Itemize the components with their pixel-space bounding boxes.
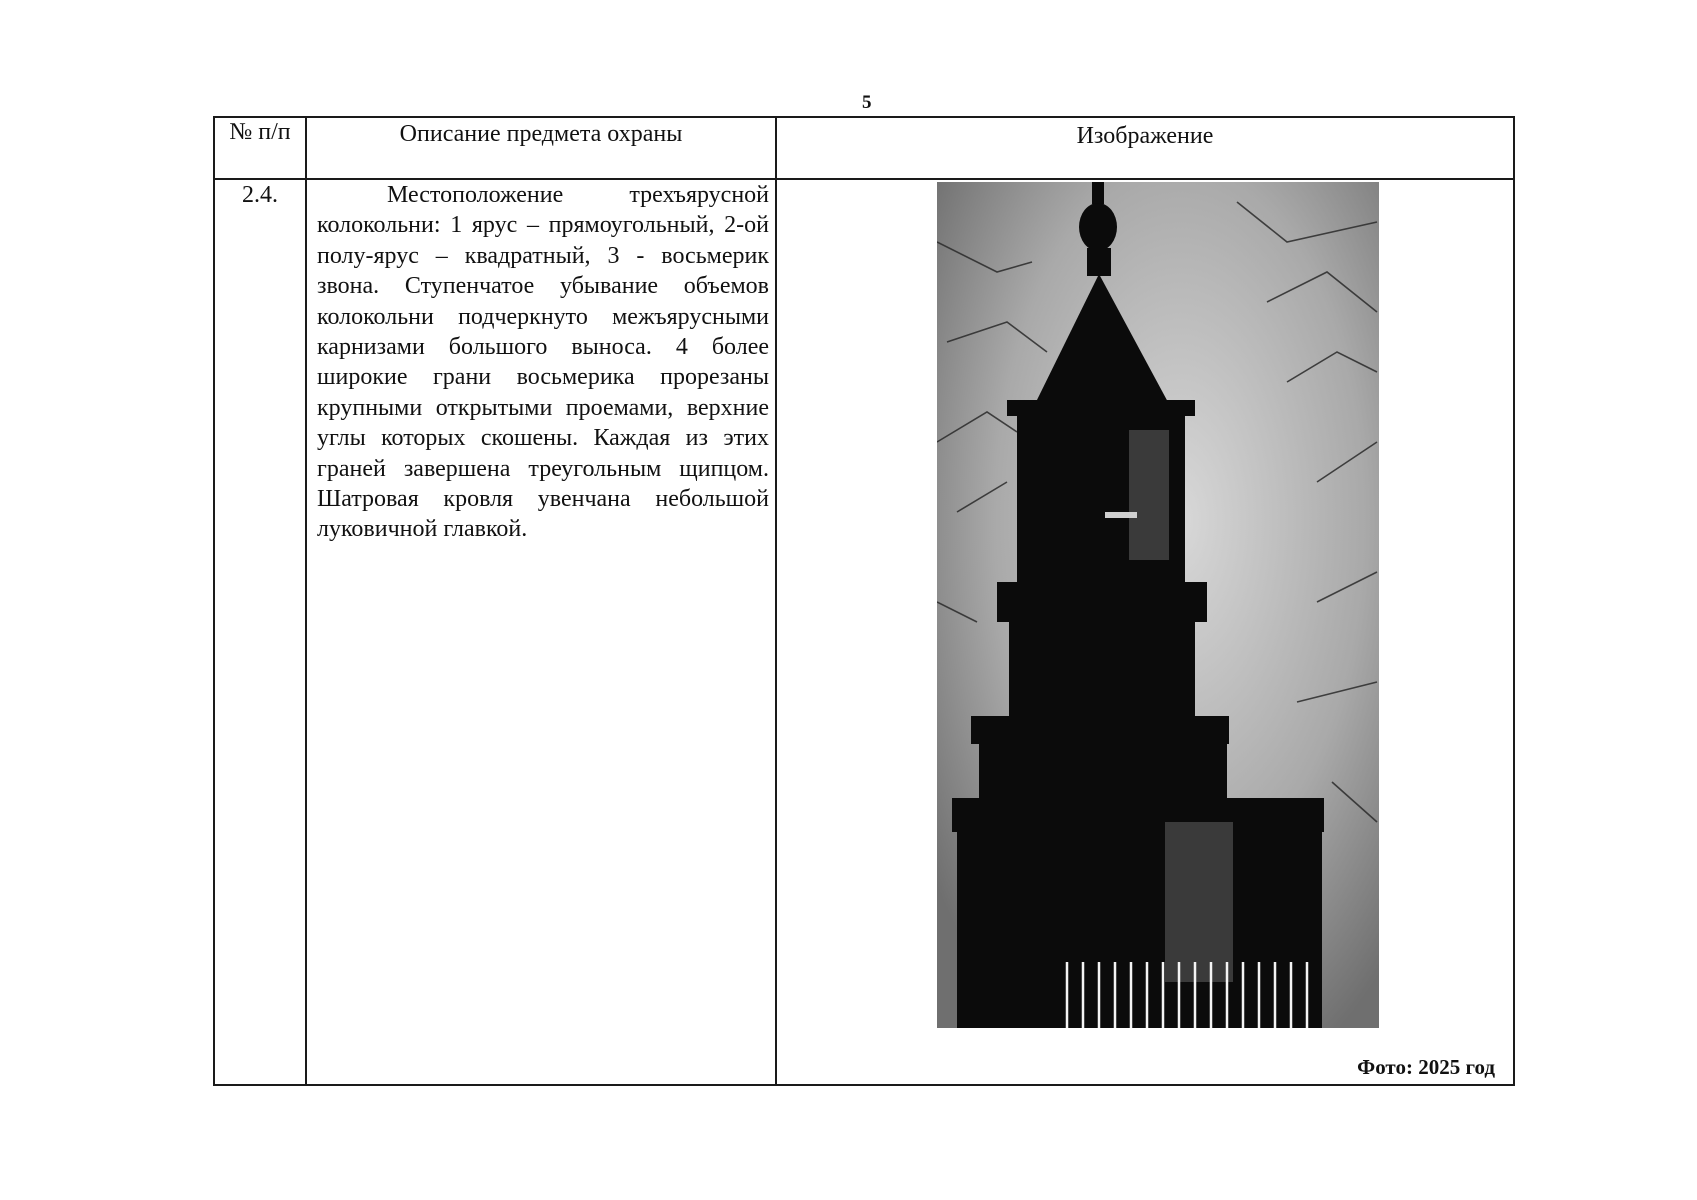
bell-tower-photo [937, 182, 1379, 1028]
page-number: 5 [862, 92, 872, 113]
photo-caption: Фото: 2025 год [1357, 1055, 1495, 1079]
row-number: 2.4. [242, 182, 278, 208]
column-divider [305, 118, 307, 1084]
protection-subject-table [213, 116, 1515, 1086]
header-number: № п/п [229, 119, 291, 145]
row-description: Местоположение трехъярусной колокольни: 1 ярус – прямоугольный, 2-ой полу-ярус – квадратный, 3 - восьмерик звона. Ступенчатое убывание объемов колокольни подчеркнуто межъярусными карнизами большого выноса. 4 более широкие грани восьмерика прорезаны крупными открытыми проемами, верхние углы которых скошены. Каждая из этих граней завершена треугольным щипцом. Шатровая кровля увенчана небольшой луковичной главкой. [317, 182, 769, 543]
header-image: Изображение [1076, 123, 1214, 149]
column-divider [775, 118, 777, 1084]
header-description: Описание предмета охраны [399, 121, 683, 147]
